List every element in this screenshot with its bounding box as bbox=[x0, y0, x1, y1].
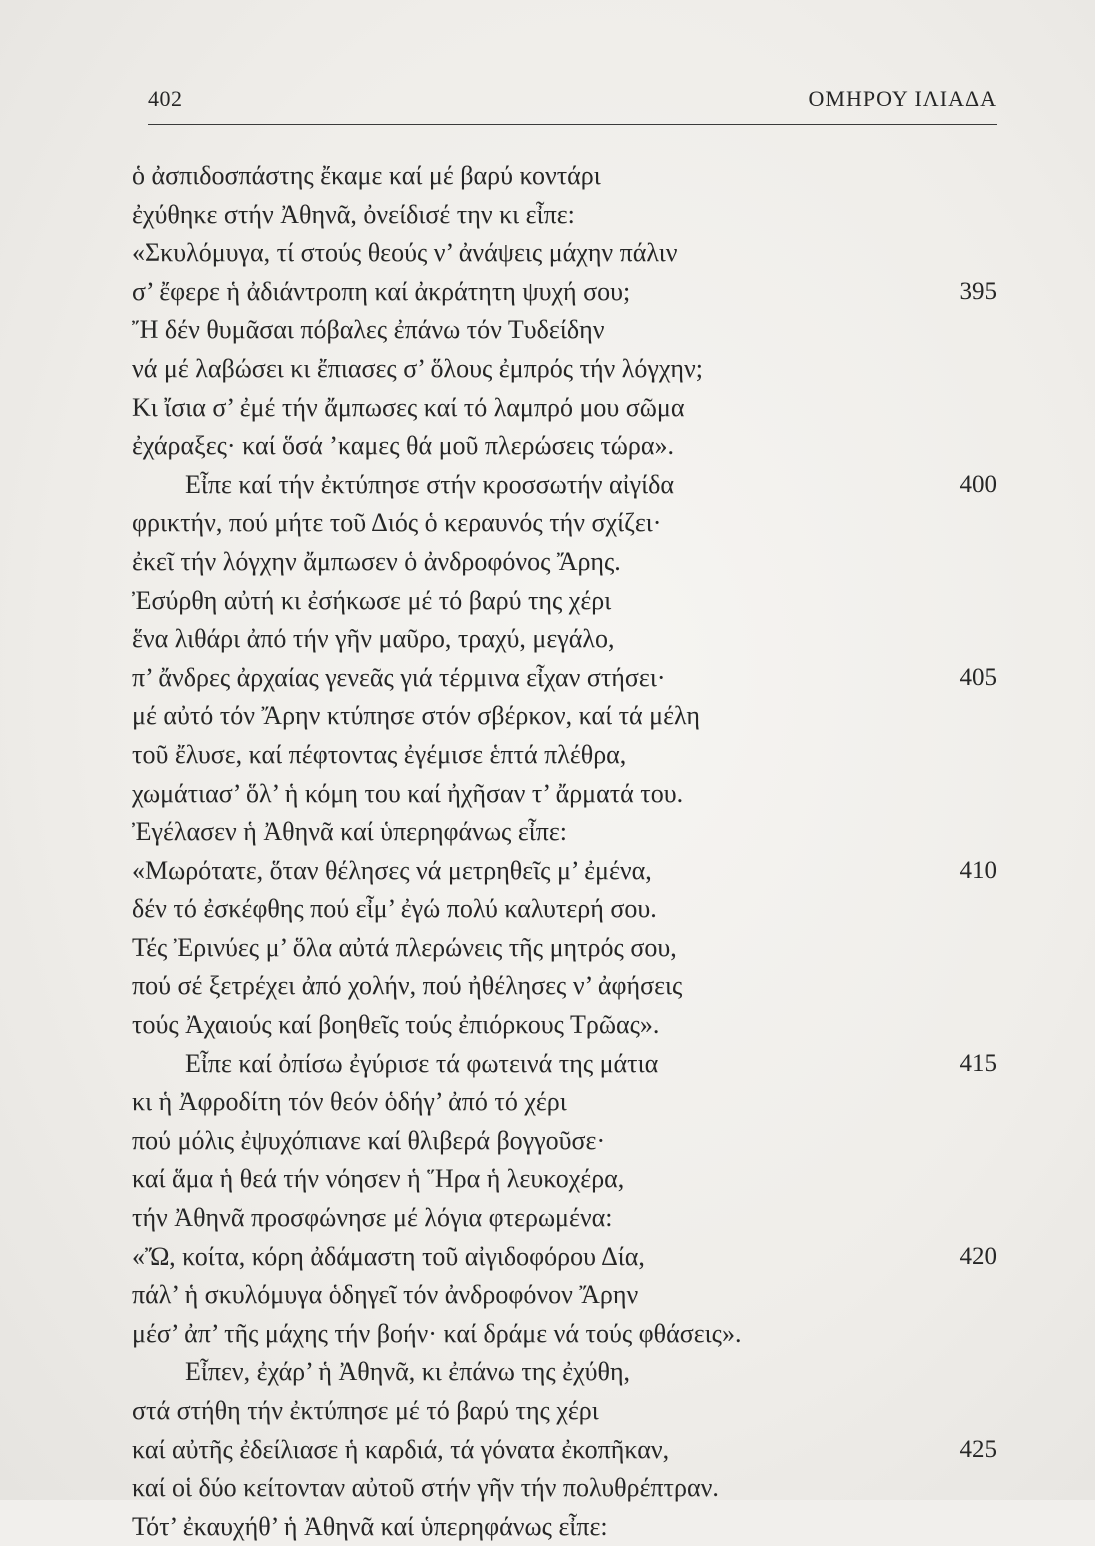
verse-text: «Μωρότατε, ὅταν θέλησες νά μετρηθεῖς μ’ ἐμένα, bbox=[132, 855, 652, 885]
verse-line bbox=[132, 890, 997, 929]
verse-text: Τές Ἐρινύες μ’ ὅλα αὐτά πλερώνεις τῆς μητρός σου, bbox=[132, 932, 677, 962]
verse-text: μέ αὐτό τόν Ἄρην κτύπησε στόν σβέρκον, καί τά μέλη bbox=[132, 701, 701, 731]
verse-text: τοῦ ἔλυσε, καί πέφτοντας ἐγέμισε ἑπτά πλέθρα, bbox=[132, 739, 627, 769]
verse-line bbox=[132, 1045, 997, 1084]
verse-text: «Ὤ, κοίτα, κόρη ἀδάμαστη τοῦ αἰγιδοφόρου Δία, bbox=[132, 1241, 645, 1271]
verse-line bbox=[132, 1315, 997, 1354]
line-number: 400 bbox=[959, 470, 997, 498]
verse-text: φρικτήν, πού μήτε τοῦ Διός ὁ κεραυνός τήν σχίζει· bbox=[132, 508, 662, 538]
verse-text: ἐχύθηκε στήν Ἀθηνᾶ, ὀνείδισέ την κι εἶπε: bbox=[132, 199, 575, 229]
verse-line bbox=[132, 852, 997, 891]
verse-line bbox=[132, 736, 997, 775]
verse-text: χωμάτιασ’ ὅλ’ ἡ κόμη του καί ἠχῆσαν τ’ ἄρματά του. bbox=[132, 778, 684, 808]
verse-line bbox=[132, 620, 997, 659]
line-number: 420 bbox=[959, 1242, 997, 1270]
verse-line bbox=[132, 427, 997, 466]
verse-line bbox=[132, 234, 997, 273]
verse-text: μέσ’ ἀπ’ τῆς μάχης τήν βοήν· καί δράμε νά τούς φθάσεις». bbox=[132, 1318, 742, 1348]
verse-line bbox=[132, 389, 997, 428]
verse-text: Εἶπεν, ἐχάρ’ ἡ Ἀθηνᾶ, κι ἐπάνω της ἐχύθη, bbox=[185, 1357, 631, 1387]
verse-line bbox=[132, 1160, 997, 1199]
verse-line bbox=[132, 311, 997, 350]
verse-text: τήν Ἀθηνᾶ προσφώνησε μέ λόγια φτερωμένα: bbox=[132, 1203, 613, 1233]
verse-line bbox=[132, 1353, 997, 1392]
verse-line bbox=[132, 697, 997, 736]
verse-line bbox=[132, 273, 997, 312]
verse-text: ἐχάραξες· καί ὅσά ’καμες θά μοῦ πλερώσεις τώρα». bbox=[132, 431, 675, 461]
verse-text: Ἤ δέν θυμᾶσαι πόβαλες ἐπάνω τόν Τυδείδην bbox=[132, 315, 605, 345]
verse-text: καί ἅμα ἡ θεά τήν νόησεν ἡ Ἥρα ἡ λευκοχέρα, bbox=[132, 1164, 625, 1194]
verse-line bbox=[132, 582, 997, 621]
book-title: ΟΜΗΡΟΥ ΙΛΙΑΔΑ bbox=[808, 86, 997, 111]
verse-line bbox=[132, 1122, 997, 1161]
verse-text: Τότ’ ἐκαυχήθ’ ἡ Ἀθηνᾶ καί ὑπερηφάνως εἶπε: bbox=[132, 1511, 608, 1541]
verse-text: πού μόλις ἐψυχόπιανε καί θλιβερά βογγοῦσε· bbox=[132, 1125, 606, 1155]
verse-text: πάλ’ ἡ σκυλόμυγα ὁδηγεῖ τόν ἀνδροφόνον Ἄρην bbox=[132, 1280, 639, 1310]
verse-text: καί αὐτῆς ἐδείλιασε ἡ καρδιά, τά γόνατα ἐκοπῆκαν, bbox=[132, 1434, 670, 1464]
verse-text: Εἶπε καί ὀπίσω ἐγύρισε τά φωτεινά της μάτια bbox=[185, 1048, 659, 1078]
verse-text: «Σκυλόμυγα, τί στούς θεούς ν’ ἀνάψεις μάχην πάλιν bbox=[132, 238, 678, 268]
verse-line bbox=[132, 1392, 997, 1431]
verse-line bbox=[132, 1199, 997, 1238]
verse-line bbox=[132, 659, 997, 698]
verse-text: νά μέ λαβώσει κι ἔπιασες σ’ ὅλους ἐμπρός τήν λόγχην; bbox=[132, 353, 704, 383]
verse-block bbox=[132, 157, 997, 1546]
verse-text: καί οἱ δύο κείτονταν αὐτοῦ στήν γῆν τήν πολυθρέπτραν. bbox=[132, 1473, 719, 1503]
verse-line bbox=[132, 504, 997, 543]
verse-text: π’ ἄνδρες ἀρχαίας γενεᾶς γιά τέρμινα εἶχαν στήσει· bbox=[132, 662, 666, 692]
verse-text: Ἐσύρθη αὐτή κι ἐσήκωσε μέ τό βαρύ της χέρι bbox=[132, 585, 612, 615]
line-number: 410 bbox=[959, 856, 997, 884]
line-number: 405 bbox=[959, 663, 997, 691]
verse-text: κι ἡ Ἀφροδίτη τόν θεόν ὁδήγ’ ἀπό τό χέρι bbox=[132, 1087, 567, 1117]
verse-line bbox=[132, 967, 997, 1006]
verse-text: Ἐγέλασεν ἡ Ἀθηνᾶ καί ὑπερηφάνως εἶπε: bbox=[132, 817, 568, 847]
verse-line bbox=[132, 466, 997, 505]
verse-line bbox=[132, 1238, 997, 1277]
verse-line bbox=[132, 157, 997, 196]
verse-line bbox=[132, 1083, 997, 1122]
verse-line bbox=[132, 929, 997, 968]
line-number: 395 bbox=[959, 277, 997, 305]
verse-line bbox=[132, 775, 997, 814]
verse-text: στά στήθη τήν ἐκτύπησε μέ τό βαρύ της χέρι bbox=[132, 1396, 599, 1425]
verse-text: ὁ ἀσπιδοσπάστης ἔκαμε καί μέ βαρύ κοντάρι bbox=[132, 161, 601, 190]
line-number: 415 bbox=[959, 1049, 997, 1077]
verse-line bbox=[132, 1508, 997, 1546]
verse-text: Εἶπε καί τήν ἐκτύπησε στήν κροσσωτήν αἰγίδα bbox=[185, 469, 675, 499]
verse-text: σ’ ἔφερε ἡ ἀδιάντροπη καί ἀκράτητη ψυχή σου; bbox=[132, 276, 631, 306]
verse-text: πού σέ ξετρέχει ἀπό χολήν, πού ἠθέλησες ν’ ἀφήσεις bbox=[132, 971, 683, 1001]
verse-text: ἐκεῖ τήν λόγχην ἄμπωσεν ὁ ἀνδροφόνος Ἄρης. bbox=[132, 546, 621, 576]
verse-line bbox=[132, 196, 997, 235]
verse-line bbox=[132, 350, 997, 389]
page-number: 402 bbox=[148, 86, 183, 111]
header-rule bbox=[148, 124, 997, 125]
verse-line bbox=[132, 1276, 997, 1315]
running-head bbox=[148, 86, 997, 116]
verse-text: ἕνα λιθάρι ἀπό τήν γῆν μαῦρο, τραχύ, μεγάλο, bbox=[132, 624, 615, 654]
verse-line bbox=[132, 813, 997, 852]
verse-line bbox=[132, 1431, 997, 1470]
verse-line bbox=[132, 1006, 997, 1045]
verse-line bbox=[132, 543, 997, 582]
verse-line bbox=[132, 1469, 997, 1508]
verse-text: τούς Ἀχαιούς καί βοηθεῖς τούς ἐπιόρκους Τρῶας». bbox=[132, 1010, 660, 1040]
verse-text: Κι ἴσια σ’ ἐμέ τήν ἄμπωσες καί τό λαμπρό μου σῶμα bbox=[132, 392, 685, 422]
line-number: 425 bbox=[959, 1435, 997, 1463]
verse-text: δέν τό ἐσκέφθης πού εἶμ’ ἐγώ πολύ καλυτερή σου. bbox=[132, 894, 657, 924]
